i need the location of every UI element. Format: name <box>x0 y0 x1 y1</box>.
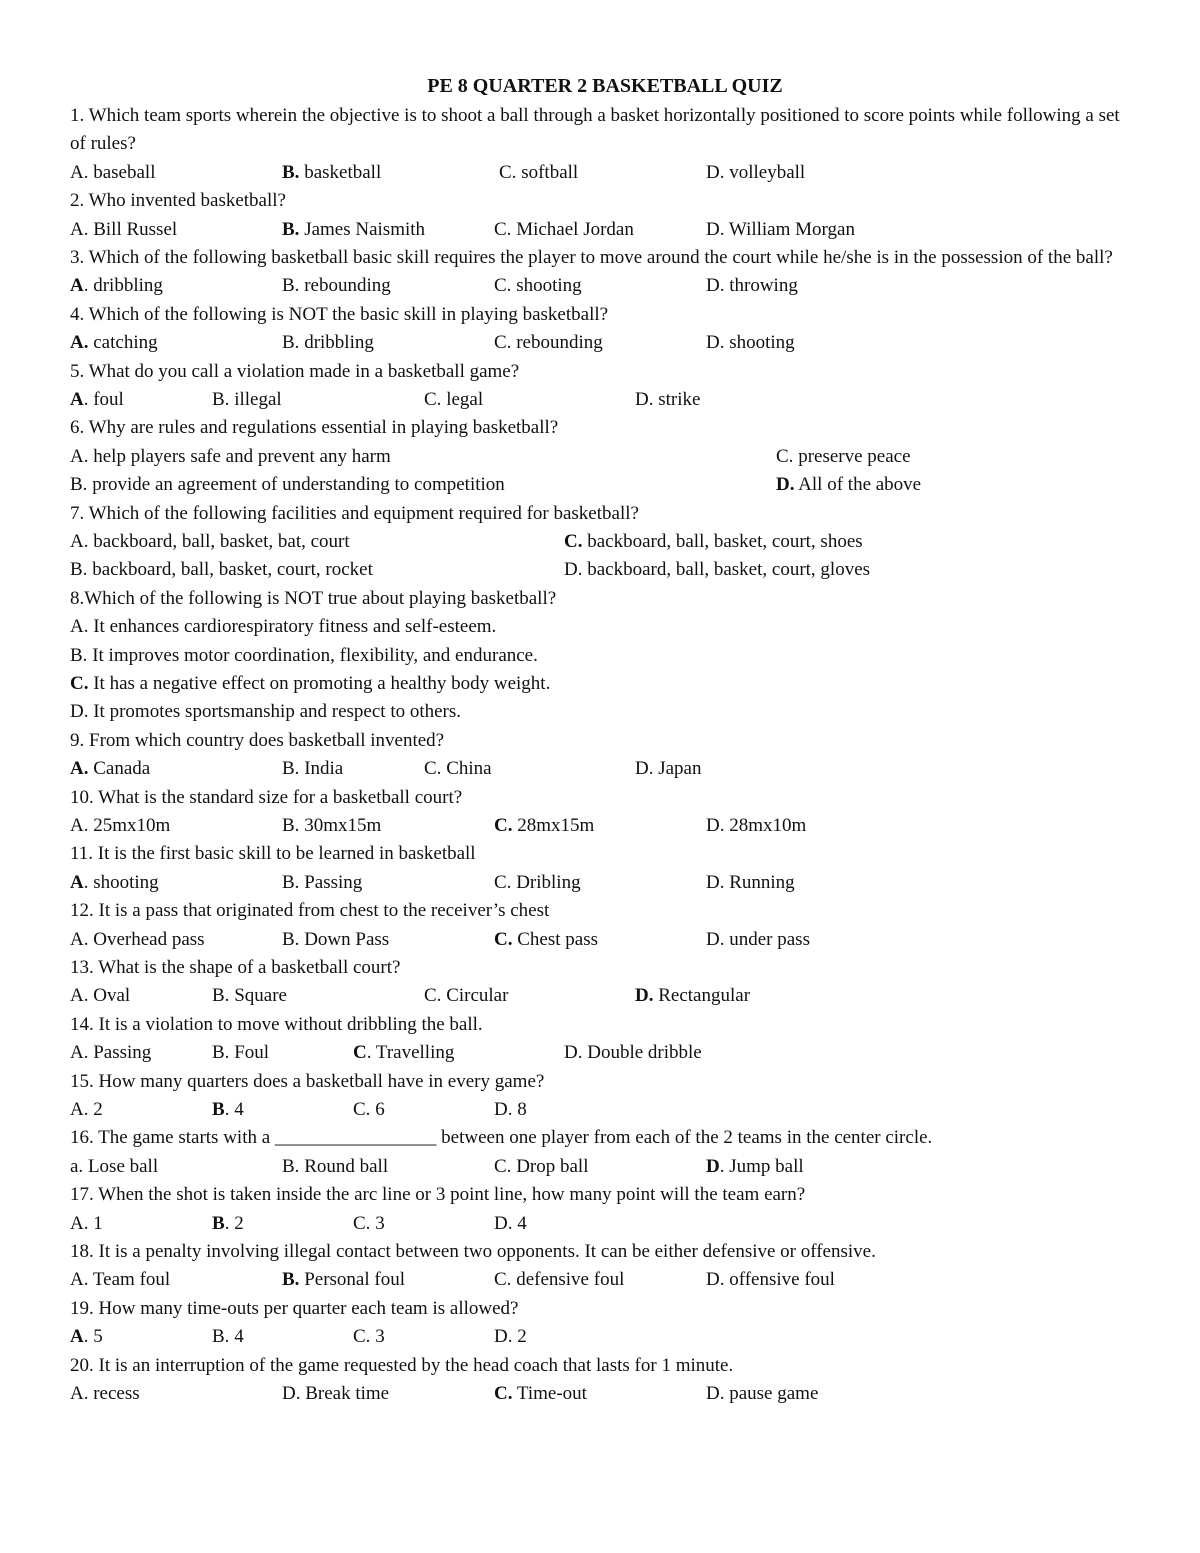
option-text: . dribbling <box>83 275 163 297</box>
answer-option <box>353 1039 454 1067</box>
answer-option <box>564 556 870 584</box>
answer-option <box>494 926 598 954</box>
option-text: 4 <box>512 1212 527 1234</box>
option-letter: B. <box>282 1155 300 1177</box>
answer-option <box>282 1153 388 1181</box>
answer-option <box>353 1323 385 1351</box>
answer-option <box>70 869 159 897</box>
option-letter: A. <box>70 1042 89 1064</box>
answer-option <box>70 1210 103 1238</box>
option-text: . Jump ball <box>719 1155 804 1177</box>
option-letter: C. <box>494 332 512 354</box>
option-text: It has a negative effect on promoting a healthy body weight. <box>88 672 551 694</box>
option-letter: A. <box>70 218 89 240</box>
option-row <box>70 1266 1140 1294</box>
option-text: Break time <box>300 1382 390 1404</box>
option-text: 3 <box>370 1326 385 1348</box>
question-text: 17. When the shot is taken inside the arc line or 3 point line, how many point will the team earn? <box>70 1184 806 1206</box>
option-letter: B. <box>70 559 88 581</box>
option-letter: C. <box>424 758 442 780</box>
answer-option <box>494 1210 527 1238</box>
option-text: Circular <box>441 985 509 1007</box>
question-text: 3. Which of the following basketball basic skill requires the player to move around the court while he/she is in the possession of the ball? <box>70 247 1113 268</box>
answer-option <box>494 329 603 357</box>
option-letter: D. <box>494 1212 513 1234</box>
answer-option <box>706 869 795 897</box>
option-text: It promotes sportsmanship and respect to others. <box>88 701 462 723</box>
answer-option <box>424 982 508 1010</box>
option-letter: D. <box>706 1382 725 1404</box>
option-letter: A <box>70 275 84 297</box>
answer-option <box>353 1096 385 1124</box>
option-row <box>70 443 1140 471</box>
question-text: 9. From which country does basketball invented? <box>70 729 445 751</box>
option-letter: D. <box>635 758 654 780</box>
question-text: 8.Which of the following is NOT true about playing basketball? <box>70 587 557 609</box>
option-letter: D. <box>635 985 654 1007</box>
option-text: dribbling <box>299 332 374 354</box>
option-text: Time-out <box>512 1382 587 1404</box>
answer-option <box>494 216 634 244</box>
option-text: defensive foul <box>511 1269 625 1291</box>
answer-option <box>706 216 855 244</box>
answer-option <box>564 1039 702 1067</box>
option-text: baseball <box>88 161 156 183</box>
option-letter: C <box>353 1042 367 1064</box>
answer-option <box>212 982 287 1010</box>
option-text: Drop ball <box>511 1155 589 1177</box>
answer-option <box>282 329 374 357</box>
option-row <box>70 1153 1140 1181</box>
option-row <box>70 1096 1140 1124</box>
question-text: 14. It is a violation to move without dribbling the ball. <box>70 1013 483 1035</box>
option-text: rebounding <box>511 332 603 354</box>
option-letter: C. <box>494 1269 512 1291</box>
answer-option <box>282 926 389 954</box>
option-text: 30mx15m <box>299 814 382 836</box>
option-letter: C. <box>424 985 442 1007</box>
answer-option <box>212 1039 269 1067</box>
answer-option <box>70 386 124 414</box>
question-text: 10. What is the standard size for a basketball court? <box>70 786 463 808</box>
option-text: backboard, ball, basket, bat, court <box>88 530 350 552</box>
option-text: Japan <box>653 758 702 780</box>
answer-option <box>70 216 177 244</box>
option-text: . Travelling <box>366 1042 455 1064</box>
option-text: China <box>441 758 492 780</box>
option-text: provide an agreement of understanding to competition <box>87 474 505 496</box>
option-text: Passing <box>299 871 363 893</box>
option-text: 8 <box>512 1098 527 1120</box>
option-text: offensive foul <box>724 1269 835 1291</box>
option-text: volleyball <box>724 161 806 183</box>
option-text: . foul <box>83 389 124 410</box>
option-text: Passing <box>88 1042 152 1064</box>
question-list <box>70 102 1140 1408</box>
option-letter: D. <box>706 218 725 240</box>
option-letter: A <box>70 389 84 410</box>
option-letter: D. <box>494 1326 513 1348</box>
question-text: 1. Which team sports wherein the objective is to shoot a ball through a basket horizontally positioned to score points while following a set of rules? <box>70 105 1120 155</box>
option-row <box>70 642 1140 670</box>
answer-option <box>706 1380 818 1408</box>
option-row <box>70 272 1140 300</box>
option-letter: A <box>70 1326 84 1348</box>
answer-option <box>424 386 483 414</box>
option-row <box>70 869 1140 897</box>
option-letter: D. <box>706 1269 725 1291</box>
question-text: 20. It is an interruption of the game requested by the head coach that lasts for 1 minute. <box>70 1354 734 1376</box>
option-letter: D. <box>706 332 725 354</box>
option-letter: C. <box>499 161 517 183</box>
option-row <box>70 216 1140 244</box>
option-text: 28mx15m <box>512 814 595 836</box>
answer-option <box>499 159 578 187</box>
answer-option <box>494 1153 588 1181</box>
option-letter: D. <box>776 474 795 496</box>
option-text: 6 <box>370 1098 385 1120</box>
answer-option <box>282 1380 389 1408</box>
question-text: 15. How many quarters does a basketball have in every game? <box>70 1070 545 1092</box>
answer-option <box>70 556 373 584</box>
option-letter: A. <box>70 758 89 780</box>
option-letter: A. <box>70 530 89 552</box>
option-row <box>70 1210 1140 1238</box>
option-letter: B. <box>212 985 230 1007</box>
option-text: throwing <box>724 275 798 297</box>
answer-option <box>706 1266 835 1294</box>
option-letter: B. <box>282 161 300 183</box>
option-text: backboard, ball, basket, court, shoes <box>582 530 863 552</box>
option-letter: B. <box>282 218 300 240</box>
option-letter: A. <box>70 1269 89 1291</box>
option-letter: A. <box>70 332 89 354</box>
option-letter: C. <box>776 445 794 467</box>
option-text: shooting <box>511 275 582 297</box>
option-text: It enhances cardiorespiratory fitness and self-esteem. <box>88 616 497 638</box>
question-text: 6. Why are rules and regulations essential in playing basketball? <box>70 417 559 439</box>
answer-option <box>282 1266 405 1294</box>
option-letter: D. <box>70 701 89 723</box>
answer-option <box>494 1096 527 1124</box>
option-text: backboard, ball, basket, court, gloves <box>582 559 871 581</box>
option-letter: B. <box>282 758 300 780</box>
answer-option <box>564 528 863 556</box>
option-row <box>70 670 1140 698</box>
option-letter: B. <box>282 814 300 836</box>
answer-option <box>70 982 130 1010</box>
option-row <box>70 613 1140 641</box>
question-text: 19. How many time-outs per quarter each team is allowed? <box>70 1297 519 1319</box>
option-row <box>70 329 1140 357</box>
option-letter: D. <box>706 275 725 297</box>
option-text: Round ball <box>299 1155 389 1177</box>
answer-option <box>424 755 492 783</box>
option-text: shooting <box>724 332 795 354</box>
option-row <box>70 386 1140 414</box>
answer-option <box>70 812 170 840</box>
answer-option <box>706 926 810 954</box>
answer-option <box>70 1380 140 1408</box>
answer-option <box>776 471 921 499</box>
quiz-page <box>70 70 1140 1408</box>
option-letter: C. <box>494 871 512 893</box>
answer-option <box>212 1096 244 1124</box>
question-text: 5. What do you call a violation made in a basketball game? <box>70 360 520 382</box>
answer-option <box>70 1266 170 1294</box>
option-letter: D. <box>282 1382 301 1404</box>
option-letter: C. <box>494 1382 513 1404</box>
option-row <box>70 698 1140 726</box>
option-text: . 2 <box>224 1212 244 1234</box>
option-text: Dribling <box>511 871 581 893</box>
option-text: James Naismith <box>299 218 426 240</box>
option-letter: C. <box>494 275 512 297</box>
option-text: Double dribble <box>582 1042 702 1064</box>
option-text: softball <box>516 161 579 183</box>
option-row <box>70 1039 1140 1067</box>
answer-option <box>494 1380 587 1408</box>
option-letter: C. <box>424 389 442 410</box>
option-letter: C. <box>353 1326 371 1348</box>
option-text: Square <box>229 985 287 1007</box>
answer-option <box>282 869 362 897</box>
answer-option <box>212 1323 244 1351</box>
option-row <box>70 926 1140 954</box>
option-text: 2 <box>512 1326 527 1348</box>
option-letter: C. <box>564 530 583 552</box>
option-letter: C. <box>353 1098 371 1120</box>
option-text: Overhead pass <box>88 928 205 950</box>
option-text: 3 <box>370 1212 385 1234</box>
option-row <box>70 1323 1140 1351</box>
option-text: Down Pass <box>299 928 390 950</box>
option-letter: B. <box>212 389 230 410</box>
option-text: recess <box>88 1382 140 1404</box>
option-letter: A. <box>70 616 89 638</box>
option-row <box>70 556 1140 584</box>
answer-option <box>212 1210 244 1238</box>
answer-option <box>282 216 425 244</box>
option-letter: D. <box>706 814 725 836</box>
option-text: Oval <box>88 985 131 1007</box>
answer-option <box>494 869 581 897</box>
option-row <box>70 755 1140 783</box>
option-text: It improves motor coordination, flexibility, and endurance. <box>87 644 538 666</box>
question-text: 12. It is a pass that originated from chest to the receiver’s chest <box>70 900 550 922</box>
option-letter: B <box>212 1098 225 1120</box>
option-letter: A. <box>70 928 89 950</box>
answer-option <box>282 159 381 187</box>
option-text: preserve peace <box>793 445 911 467</box>
option-letter: D. <box>564 559 583 581</box>
option-text: help players safe and prevent any harm <box>88 445 391 467</box>
answer-option <box>706 1153 804 1181</box>
option-letter: C. <box>494 814 513 836</box>
answer-option <box>635 386 700 414</box>
option-letter: B <box>212 1212 225 1234</box>
answer-option <box>706 329 795 357</box>
answer-option <box>70 755 150 783</box>
option-text: . 4 <box>224 1098 244 1120</box>
option-letter: B. <box>282 871 300 893</box>
option-letter: B. <box>282 332 300 354</box>
answer-option <box>70 698 461 726</box>
answer-option <box>494 1323 527 1351</box>
option-letter: A. <box>70 1098 89 1120</box>
option-text: . 5 <box>83 1326 103 1348</box>
option-text: basketball <box>299 161 382 183</box>
question-text: 13. What is the shape of a basketball court? <box>70 956 401 978</box>
answer-option <box>70 1153 158 1181</box>
answer-option <box>635 982 750 1010</box>
option-text: Chest pass <box>512 928 598 950</box>
option-letter: A. <box>70 1382 89 1404</box>
option-text: 4 <box>229 1326 244 1348</box>
option-text: rebounding <box>299 275 391 297</box>
answer-option <box>706 272 798 300</box>
option-text: 1 <box>88 1212 103 1234</box>
answer-option <box>706 812 806 840</box>
option-text: India <box>299 758 344 780</box>
answer-option <box>70 613 496 641</box>
answer-option <box>282 755 343 783</box>
question-text: 11. It is the first basic skill to be learned in basketball <box>70 843 476 865</box>
option-text: 28mx10m <box>724 814 807 836</box>
option-text: Bill Russel <box>88 218 178 240</box>
answer-option <box>70 528 350 556</box>
answer-option <box>282 272 391 300</box>
option-text: William Morgan <box>724 218 855 240</box>
option-letter: D. <box>564 1042 583 1064</box>
option-letter: D <box>706 1155 720 1177</box>
option-letter: A. <box>70 985 89 1007</box>
answer-option <box>282 812 381 840</box>
option-text: Rectangular <box>653 985 751 1007</box>
option-text: All of the above <box>794 474 922 496</box>
option-letter: A. <box>70 814 89 836</box>
answer-option <box>706 159 805 187</box>
quiz-title: PE 8 QUARTER 2 BASKETBALL QUIZ <box>427 75 783 97</box>
option-letter: B. <box>282 1269 300 1291</box>
answer-option <box>494 812 594 840</box>
option-letter: A <box>70 871 84 893</box>
option-text: pause game <box>724 1382 819 1404</box>
answer-option <box>70 670 550 698</box>
option-row <box>70 812 1140 840</box>
option-row <box>70 159 1140 187</box>
option-text: Personal foul <box>299 1269 405 1291</box>
option-letter: B. <box>70 474 88 496</box>
option-text: catching <box>88 332 158 354</box>
option-letter: B. <box>282 928 300 950</box>
question-text: 16. The game starts with a _________________ between one player from each of the 2 teams in the center circle. <box>70 1127 933 1149</box>
option-letter: C. <box>353 1212 371 1234</box>
option-text: strike <box>653 389 701 410</box>
option-letter: C. <box>494 218 512 240</box>
option-row <box>70 1380 1140 1408</box>
answer-option <box>494 272 582 300</box>
option-letter: a. <box>70 1155 84 1177</box>
option-letter: B. <box>282 275 300 297</box>
answer-option <box>635 755 702 783</box>
option-letter: B. <box>212 1326 230 1348</box>
question-text: 2. Who invented basketball? <box>70 190 286 212</box>
option-text: legal <box>441 389 484 410</box>
option-text: illegal <box>229 389 282 410</box>
option-text: under pass <box>724 928 810 950</box>
answer-option <box>494 1266 624 1294</box>
option-text: backboard, ball, basket, court, rocket <box>87 559 373 581</box>
option-text: Running <box>724 871 795 893</box>
answer-option <box>70 443 391 471</box>
answer-option <box>353 1210 385 1238</box>
option-letter: C. <box>494 1155 512 1177</box>
answer-option <box>70 1096 103 1124</box>
answer-option <box>70 272 163 300</box>
answer-option <box>70 329 158 357</box>
option-letter: B. <box>70 644 88 666</box>
option-letter: B. <box>212 1042 230 1064</box>
option-row <box>70 528 1140 556</box>
answer-option <box>70 926 205 954</box>
question-text: 18. It is a penalty involving illegal contact between two opponents. It can be either defensive or offensive. <box>70 1240 876 1262</box>
option-text: Team foul <box>88 1269 171 1291</box>
question-text: 7. Which of the following facilities and equipment required for basketball? <box>70 502 639 524</box>
answer-option <box>212 386 282 414</box>
option-letter: D. <box>706 871 725 893</box>
option-row <box>70 471 1140 499</box>
option-text: Lose ball <box>83 1155 159 1177</box>
question-text: 4. Which of the following is NOT the basic skill in playing basketball? <box>70 303 609 325</box>
option-letter: D. <box>494 1098 513 1120</box>
option-text: Foul <box>229 1042 270 1064</box>
answer-option <box>70 642 538 670</box>
answer-option <box>70 471 505 499</box>
answer-option <box>70 1039 151 1067</box>
answer-option <box>70 159 156 187</box>
option-letter: C. <box>494 928 513 950</box>
option-letter: A. <box>70 1212 89 1234</box>
option-letter: C. <box>70 672 89 694</box>
answer-option <box>70 1323 103 1351</box>
option-text: Michael Jordan <box>511 218 634 240</box>
answer-option <box>776 443 911 471</box>
option-text: . shooting <box>83 871 159 893</box>
option-row <box>70 982 1140 1010</box>
option-text: 25mx10m <box>88 814 171 836</box>
option-text: Canada <box>88 758 151 780</box>
option-letter: D. <box>706 928 725 950</box>
option-letter: A. <box>70 445 89 467</box>
option-text: 2 <box>88 1098 103 1120</box>
option-letter: D. <box>706 161 725 183</box>
option-letter: A. <box>70 161 89 183</box>
option-letter: D. <box>635 389 654 410</box>
